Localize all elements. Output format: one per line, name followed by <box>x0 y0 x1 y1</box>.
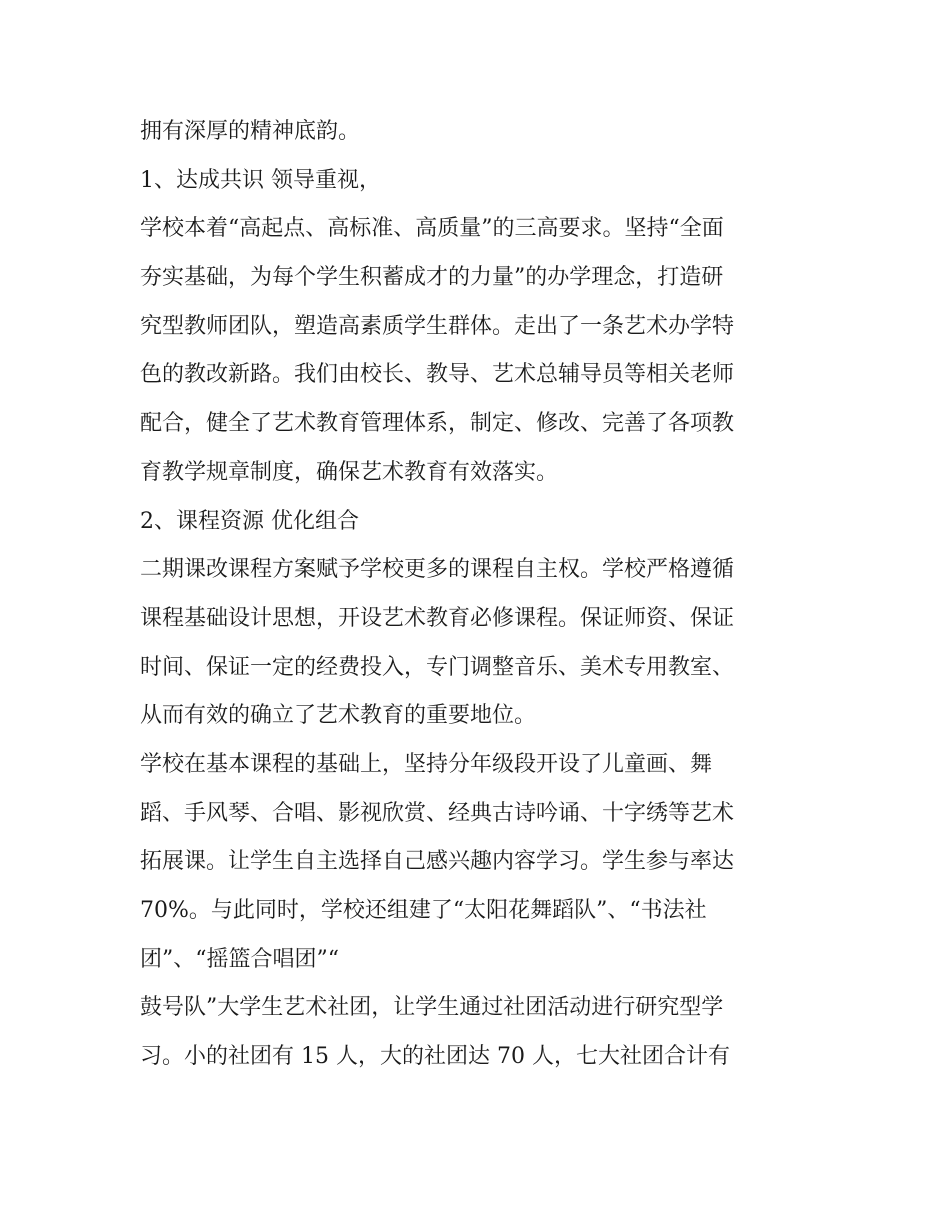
text-line: 时间、保证一定的经费投入，专门调整音乐、美术专用教室、 <box>140 654 735 680</box>
text-line: 配合，健全了艺术教育管理体系，制定、修改、完善了各项教 <box>140 411 735 437</box>
text-line: 学校本着“高起点、高标准、高质量”的三高要求。坚持“全面 <box>140 216 724 242</box>
text-line: 二期课改课程方案赋予学校更多的课程自主权。学校严格遵循 <box>140 557 735 583</box>
text-line: 70%。与此同时，学校还组建了“太阳花舞蹈队”、“书法社 <box>140 898 707 923</box>
text-line: 拓展课。让学生自主选择自己感兴趣内容学习。学生参与率达 <box>140 849 735 875</box>
text-line: 从而有效的确立了艺术教育的重要地位。 <box>140 703 537 729</box>
text-line: 鼓号队”大学生艺术社团，让学生通过社团活动进行研究型学 <box>140 995 724 1021</box>
body-text <box>140 108 820 1082</box>
text-line: 育教学规章制度，确保艺术教育有效落实。 <box>140 459 559 485</box>
text-line: 夯实基础，为每个学生积蓄成才的力量”的办学理念，打造研 <box>140 265 724 291</box>
text-line: 团”、“摇篮合唱团”“ <box>140 946 339 972</box>
text-line: 蹈、手风琴、合唱、影视欣赏、经典古诗吟诵、十字绣等艺术 <box>140 800 735 826</box>
text-line: 究型教师团队，塑造高素质学生群体。走出了一条艺术办学特 <box>140 313 735 339</box>
text-line: 习。小的社团有 15 人，大的社团达 70 人，七大社团合计有 <box>140 1044 730 1070</box>
text-line: 课程基础设计思想，开设艺术教育必修课程。保证师资、保证 <box>140 605 735 631</box>
section-heading-1: 1、达成共识 领导重视， <box>140 167 381 193</box>
text-line: 色的教改新路。我们由校长、教导、艺术总辅导员等相关老师 <box>140 362 735 388</box>
section-heading-2: 2、课程资源 优化组合 <box>140 508 359 534</box>
text-line: 拥有深厚的精神底韵。 <box>140 119 361 144</box>
text-line: 学校在基本课程的基础上，坚持分年级段开设了儿童画、舞 <box>140 751 713 777</box>
